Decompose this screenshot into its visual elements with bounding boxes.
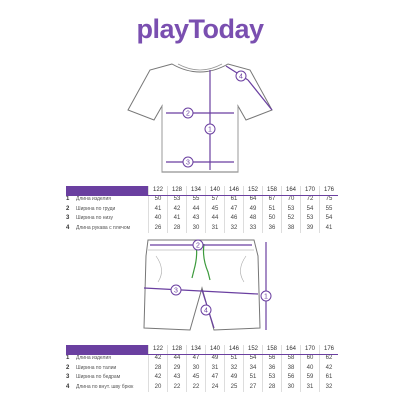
table-cell: 67 bbox=[262, 195, 281, 205]
size-header: 140 bbox=[205, 186, 224, 195]
marker-label-1: 1 bbox=[264, 293, 268, 301]
row-label: Ширина по талии bbox=[76, 364, 117, 371]
marker-label-3: 3 bbox=[186, 159, 190, 167]
table-cell: 53 bbox=[281, 205, 300, 215]
table-cell: 30 bbox=[281, 383, 300, 393]
table-cell: 55 bbox=[319, 205, 338, 215]
table-cell: 54 bbox=[300, 205, 319, 215]
header-accent-bar bbox=[66, 345, 148, 354]
table-cell: 42 bbox=[148, 354, 167, 364]
table-cell: 51 bbox=[243, 373, 262, 383]
table-cell: 72 bbox=[300, 195, 319, 205]
table-cell: 75 bbox=[319, 195, 338, 205]
table-cell: 30 bbox=[186, 224, 205, 234]
table-cell: 41 bbox=[148, 205, 167, 215]
table-cell: 28 bbox=[167, 224, 186, 234]
size-header: 170 bbox=[300, 345, 319, 354]
table-cell: 60 bbox=[300, 354, 319, 364]
table-row bbox=[66, 224, 338, 234]
table-cell: 41 bbox=[319, 224, 338, 234]
size-header: 128 bbox=[167, 186, 186, 195]
size-header: 146 bbox=[224, 186, 243, 195]
table-row bbox=[66, 195, 338, 205]
table-cell: 44 bbox=[186, 205, 205, 215]
shirt-table-rule bbox=[66, 195, 338, 196]
table-cell: 57 bbox=[205, 195, 224, 205]
size-header: 134 bbox=[186, 186, 205, 195]
row-number: 2 bbox=[66, 205, 70, 212]
table-cell: 56 bbox=[262, 354, 281, 364]
marker-label-2: 2 bbox=[196, 242, 200, 250]
row-number: 4 bbox=[66, 383, 70, 390]
table-row bbox=[66, 214, 338, 224]
table-cell: 51 bbox=[224, 354, 243, 364]
size-header: 152 bbox=[243, 186, 262, 195]
table-cell: 43 bbox=[167, 373, 186, 383]
row-number: 4 bbox=[66, 224, 70, 231]
header-accent-bar bbox=[66, 186, 148, 195]
shirt-table-header bbox=[66, 186, 338, 195]
row-number: 3 bbox=[66, 374, 70, 380]
table-cell: 32 bbox=[224, 224, 243, 234]
table-cell: 55 bbox=[186, 195, 205, 205]
size-header: 122 bbox=[148, 186, 167, 195]
table-cell: 47 bbox=[186, 354, 205, 364]
row-label: Длина изделия bbox=[76, 196, 111, 202]
table-cell: 42 bbox=[167, 205, 186, 215]
size-header: 140 bbox=[205, 345, 224, 354]
table-cell: 51 bbox=[262, 205, 281, 215]
table-cell: 32 bbox=[224, 364, 243, 374]
size-header: 176 bbox=[319, 345, 338, 354]
table-cell: 54 bbox=[319, 214, 338, 224]
table-cell: 50 bbox=[148, 195, 167, 205]
table-cell: 39 bbox=[300, 224, 319, 234]
row-label: Длина изделия bbox=[76, 355, 111, 361]
brand-logo: playToday bbox=[136, 14, 264, 44]
row-number: 1 bbox=[66, 196, 70, 202]
shorts-size-table bbox=[66, 345, 338, 392]
table-cell: 20 bbox=[148, 383, 167, 393]
table-cell: 28 bbox=[262, 383, 281, 393]
table-row bbox=[66, 383, 338, 393]
shorts-illustration bbox=[128, 236, 274, 340]
table-cell: 22 bbox=[167, 383, 186, 393]
table-cell: 42 bbox=[148, 373, 167, 383]
table-cell: 43 bbox=[186, 214, 205, 224]
marker-label-1: 1 bbox=[208, 126, 212, 134]
table-cell: 49 bbox=[205, 354, 224, 364]
table-cell: 58 bbox=[281, 354, 300, 364]
size-header: 122 bbox=[148, 345, 167, 354]
table-cell: 36 bbox=[262, 364, 281, 374]
table-cell: 46 bbox=[224, 214, 243, 224]
tshirt-illustration bbox=[120, 58, 280, 176]
size-header: 158 bbox=[262, 345, 281, 354]
size-header: 164 bbox=[281, 345, 300, 354]
table-row bbox=[66, 373, 338, 383]
table-cell: 56 bbox=[281, 373, 300, 383]
size-header: 128 bbox=[167, 345, 186, 354]
shorts-table-header bbox=[66, 345, 338, 354]
table-cell: 49 bbox=[224, 373, 243, 383]
table-cell: 47 bbox=[205, 373, 224, 383]
row-label: Длина по внут. шву брюк bbox=[76, 383, 134, 390]
table-cell: 31 bbox=[205, 364, 224, 374]
table-cell: 32 bbox=[319, 383, 338, 393]
size-header: 164 bbox=[281, 186, 300, 195]
table-cell: 25 bbox=[224, 383, 243, 393]
shorts-table-rows bbox=[66, 354, 338, 392]
marker-label-4: 4 bbox=[239, 73, 243, 81]
table-cell: 61 bbox=[319, 373, 338, 383]
shirt-size-table bbox=[66, 186, 338, 233]
table-cell: 47 bbox=[224, 205, 243, 215]
table-cell: 31 bbox=[300, 383, 319, 393]
row-number: 1 bbox=[66, 355, 70, 361]
row-label: Ширина по бедрам bbox=[76, 374, 121, 380]
table-cell: 61 bbox=[224, 195, 243, 205]
size-header: 152 bbox=[243, 345, 262, 354]
size-header: 158 bbox=[262, 186, 281, 195]
table-cell: 54 bbox=[243, 354, 262, 364]
table-cell: 38 bbox=[281, 364, 300, 374]
table-cell: 27 bbox=[243, 383, 262, 393]
size-header: 170 bbox=[300, 186, 319, 195]
size-header: 176 bbox=[319, 186, 338, 195]
row-number: 2 bbox=[66, 364, 70, 371]
table-cell: 41 bbox=[167, 214, 186, 224]
shorts-table-rule bbox=[66, 354, 338, 355]
row-label: Ширина по низу bbox=[76, 215, 114, 221]
table-cell: 24 bbox=[205, 383, 224, 393]
table-cell: 36 bbox=[262, 224, 281, 234]
table-cell: 45 bbox=[205, 205, 224, 215]
table-cell: 26 bbox=[148, 224, 167, 234]
table-cell: 52 bbox=[281, 214, 300, 224]
table-cell: 59 bbox=[300, 373, 319, 383]
table-cell: 42 bbox=[319, 364, 338, 374]
table-cell: 31 bbox=[205, 224, 224, 234]
table-cell: 64 bbox=[243, 195, 262, 205]
table-cell: 53 bbox=[300, 214, 319, 224]
table-cell: 70 bbox=[281, 195, 300, 205]
table-cell: 22 bbox=[186, 383, 205, 393]
table-cell: 48 bbox=[243, 214, 262, 224]
table-cell: 40 bbox=[300, 364, 319, 374]
table-cell: 30 bbox=[186, 364, 205, 374]
table-row bbox=[66, 205, 338, 215]
table-cell: 44 bbox=[205, 214, 224, 224]
size-header: 134 bbox=[186, 345, 205, 354]
table-row bbox=[66, 364, 338, 374]
table-cell: 62 bbox=[319, 354, 338, 364]
marker-label-2: 2 bbox=[186, 110, 190, 118]
marker-label-3: 3 bbox=[174, 287, 178, 295]
table-cell: 28 bbox=[148, 364, 167, 374]
table-cell: 49 bbox=[243, 205, 262, 215]
table-cell: 40 bbox=[148, 214, 167, 224]
marker-label-4: 4 bbox=[204, 307, 208, 315]
table-cell: 53 bbox=[262, 373, 281, 383]
shirt-table-rows bbox=[66, 195, 338, 233]
table-cell: 44 bbox=[167, 354, 186, 364]
table-cell: 29 bbox=[167, 364, 186, 374]
row-label: Длина рукава с плечом bbox=[76, 224, 131, 231]
table-cell: 50 bbox=[262, 214, 281, 224]
table-cell: 53 bbox=[167, 195, 186, 205]
table-cell: 45 bbox=[186, 373, 205, 383]
row-number: 3 bbox=[66, 215, 70, 221]
table-cell: 38 bbox=[281, 224, 300, 234]
size-header: 146 bbox=[224, 345, 243, 354]
table-cell: 33 bbox=[243, 224, 262, 234]
table-cell: 34 bbox=[243, 364, 262, 374]
row-label: Ширина по груди bbox=[76, 205, 116, 212]
table-row bbox=[66, 354, 338, 364]
